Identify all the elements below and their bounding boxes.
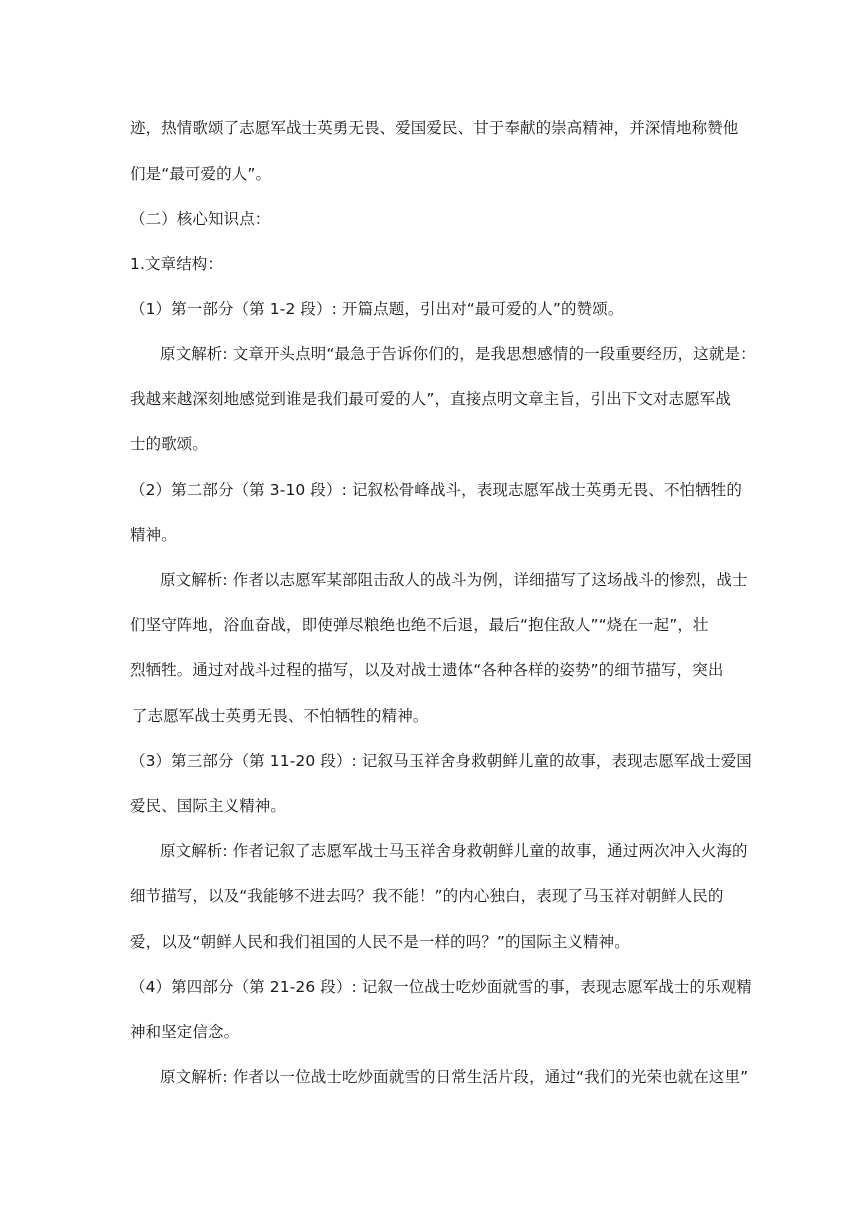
analysis-text-line: 了志愿军战士英勇无畏、不怕牺牲的精神。 bbox=[132, 707, 429, 725]
part-heading: 爱民、国际主义精神。 bbox=[130, 797, 287, 815]
part-heading: （1）第一部分（第 1-2 段）: 开篇点题，引出对“最可爱的人”的赞颂。 bbox=[130, 300, 624, 318]
part-heading: 神和坚定信念。 bbox=[130, 1023, 240, 1041]
part-heading: （3）第三部分（第 11-20 段）: 记叙马玉祥舍身救朝鲜儿童的故事，表现志愿军战士爱国 bbox=[130, 752, 752, 770]
analysis-text-line: 原文解析: 作者以一位战士吃炒面就雪的日常生活片段，通过“我们的光荣也就在这里” bbox=[160, 1068, 749, 1086]
part-heading: 精神。 bbox=[130, 526, 177, 544]
body-text-line: 们是“最可爱的人”。 bbox=[130, 165, 272, 183]
analysis-text-line: 士的歌颂。 bbox=[130, 435, 209, 453]
analysis-text-line: 原文解析: 文章开头点明“最急于告诉你们的，是我思想感情的一段重要经历，这就是： bbox=[160, 345, 756, 363]
analysis-text-line: 细节描写，以及“我能够不进去吗？我不能！”的内心独白，表现了马玉祥对朝鲜人民的 bbox=[130, 887, 724, 905]
analysis-text-line: 原文解析: 作者以志愿军某部阻击敌人的战斗为例，详细描写了这场战斗的惨烈，战士 bbox=[160, 571, 748, 589]
analysis-text-line: 爱，以及“朝鲜人民和我们祖国的人民不是一样的吗？”的国际主义精神。 bbox=[130, 933, 630, 951]
body-text-line: 迹，热情歌颂了志愿军战士英勇无畏、爱国爱民、甘于奉献的崇高精神，并深情地称赞他 bbox=[130, 119, 739, 137]
part-heading: （2）第二部分（第 3-10 段）: 记叙松骨峰战斗，表现志愿军战士英勇无畏、不怕牺牲的 bbox=[130, 481, 742, 499]
subsection-heading: 1.文章结构： bbox=[130, 255, 223, 273]
section-heading: （二）核心知识点： bbox=[130, 210, 271, 228]
part-heading: （4）第四部分（第 21-26 段）: 记叙一位战士吃炒面就雪的事，表现志愿军战士的乐观精 bbox=[130, 978, 752, 996]
analysis-text-line: 烈牺牲。通过对战斗过程的描写，以及对战士遗体“各种各样的姿势”的细节描写，突出 bbox=[130, 661, 724, 679]
analysis-text-line: 原文解析: 作者记叙了志愿军战士马玉祥舍身救朝鲜儿童的故事，通过两次冲入火海的 bbox=[160, 842, 748, 860]
analysis-text-line: 我越来越深刻地感觉到谁是我们最可爱的人”，直接点明文章主旨，引出下文对志愿军战 bbox=[130, 390, 731, 408]
analysis-text-line: 们坚守阵地，浴血奋战，即使弹尽粮绝也绝不后退，最后“抱住敌人”“烧在一起”，壮 bbox=[130, 616, 709, 634]
